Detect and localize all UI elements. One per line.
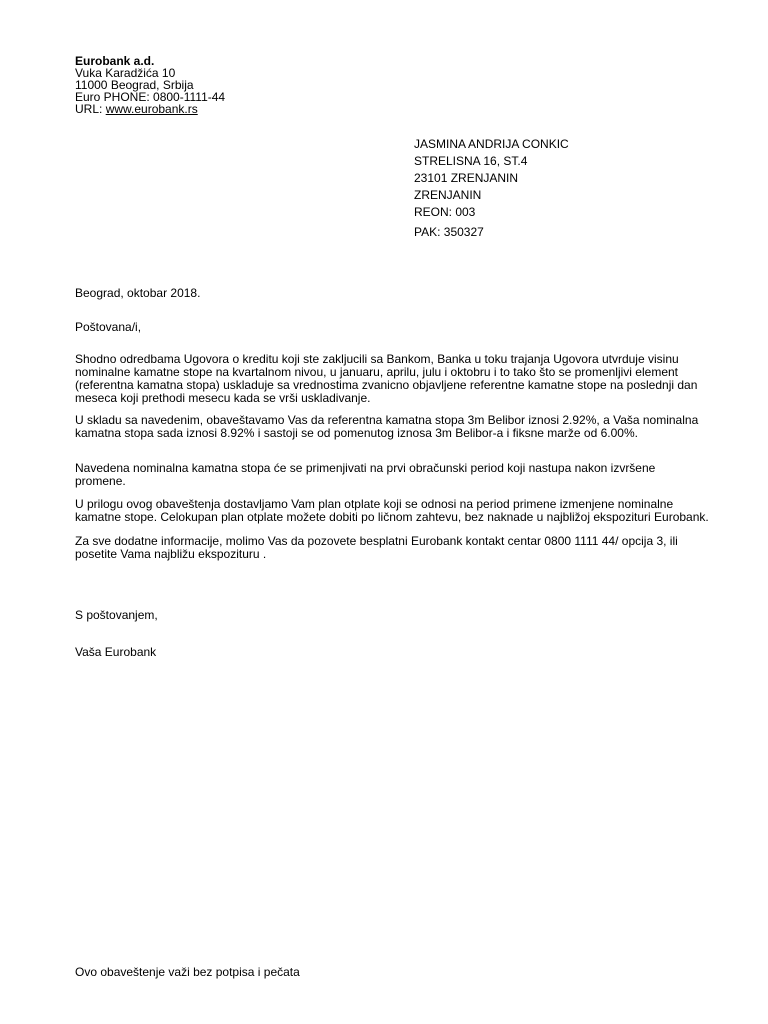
sender-url-line <box>75 103 395 115</box>
paragraph-line: Shodno odredbama Ugovora o kreditu koji ste zakljucili sa Bankom, Banka u toku trajanja Ugovora utvrduje visinu <box>75 352 679 366</box>
paragraph-line: kamatna stopa sada iznosi 8.92% i sastoji se od pomenutog iznosa 3m Belibor-a i fiksne marže od 6.00%. <box>75 426 638 440</box>
paragraph-line: promene. <box>75 474 126 488</box>
recipient-street: STRELISNA 16, ST.4 <box>414 154 528 168</box>
sender-url-label: URL: <box>75 102 106 116</box>
sender-city: 11000 Beograd, Srbija <box>75 78 194 92</box>
recipient-postal: 23101 ZRENJANIN <box>414 171 519 185</box>
paragraph-line: Navedena nominalna kamatna stopa će se primenjivati na prvi obračunski period koji nastupa nakon izvršene <box>75 461 656 475</box>
paragraph-line: U skladu sa navedenim, obaveštavamo Vas da referentna kamatna stopa 3m Belibor iznosi 2.92%, a Vaša nominalna <box>75 413 699 427</box>
paragraph-application-period <box>75 462 715 488</box>
sender-street: Vuka Karadžića 10 <box>75 66 176 80</box>
paragraph-line: meseca koji prethodi mesecu kada se vrši uskladivanje. <box>75 391 371 405</box>
paragraph-line: U prilogu ovog obaveštenja dostavljamo Vam plan otplate koji se odnosi na period primene izmenjene nominalne <box>75 497 674 511</box>
footer-note: Ovo obaveštenje važi bez potpisa i pečata <box>75 965 300 979</box>
salutation: Poštovana/i, <box>75 320 142 334</box>
sender-name: Eurobank a.d. <box>75 54 155 68</box>
paragraph-current-rate <box>75 414 715 440</box>
sender-phone: Euro PHONE: 0800-1111-44 <box>75 90 226 104</box>
place-date: Beograd, oktobar 2018. <box>75 286 201 300</box>
paragraph-line: posetite Vama najbližu ekspozituru . <box>75 547 267 561</box>
paragraph-repayment-plan <box>75 498 715 524</box>
paragraph-contact-info <box>75 535 715 561</box>
paragraph-line: (referentna kamatna stopa) uskladuje sa vrednostima zvanicno objavljene referentne kamatne stope na poslednji dan <box>75 378 698 392</box>
closing: S poštovanjem, <box>75 608 158 622</box>
sender-address-block <box>75 55 395 115</box>
signature: Vaša Eurobank <box>75 645 157 659</box>
recipient-city: ZRENJANIN <box>414 188 482 202</box>
paragraph-line: nominalne kamatne stope na kvartalnom nivou, u januaru, aprilu, julu i oktobru i to tako što se promenljivi element <box>75 365 678 379</box>
paragraph-rate-adjustment <box>75 353 715 405</box>
paragraph-line: Za sve dodatne informacije, molimo Vas da pozovete besplatni Eurobank kontakt centar 0800 1111 44/ opcija 3, ili <box>75 534 678 548</box>
recipient-pak: PAK: 350327 <box>414 225 484 239</box>
recipient-reon: REON: 003 <box>414 205 476 219</box>
paragraph-line: kamatne stope. Celokupan plan otplate možete dobiti po ličnom zahtevu, bez naknade u najbližoj ekspozituri Eurobank. <box>75 510 709 524</box>
sender-url-link[interactable]: www.eurobank.rs <box>105 102 198 116</box>
recipient-name: JASMINA ANDRIJA CONKIC <box>414 137 569 151</box>
recipient-address-block <box>414 136 734 241</box>
